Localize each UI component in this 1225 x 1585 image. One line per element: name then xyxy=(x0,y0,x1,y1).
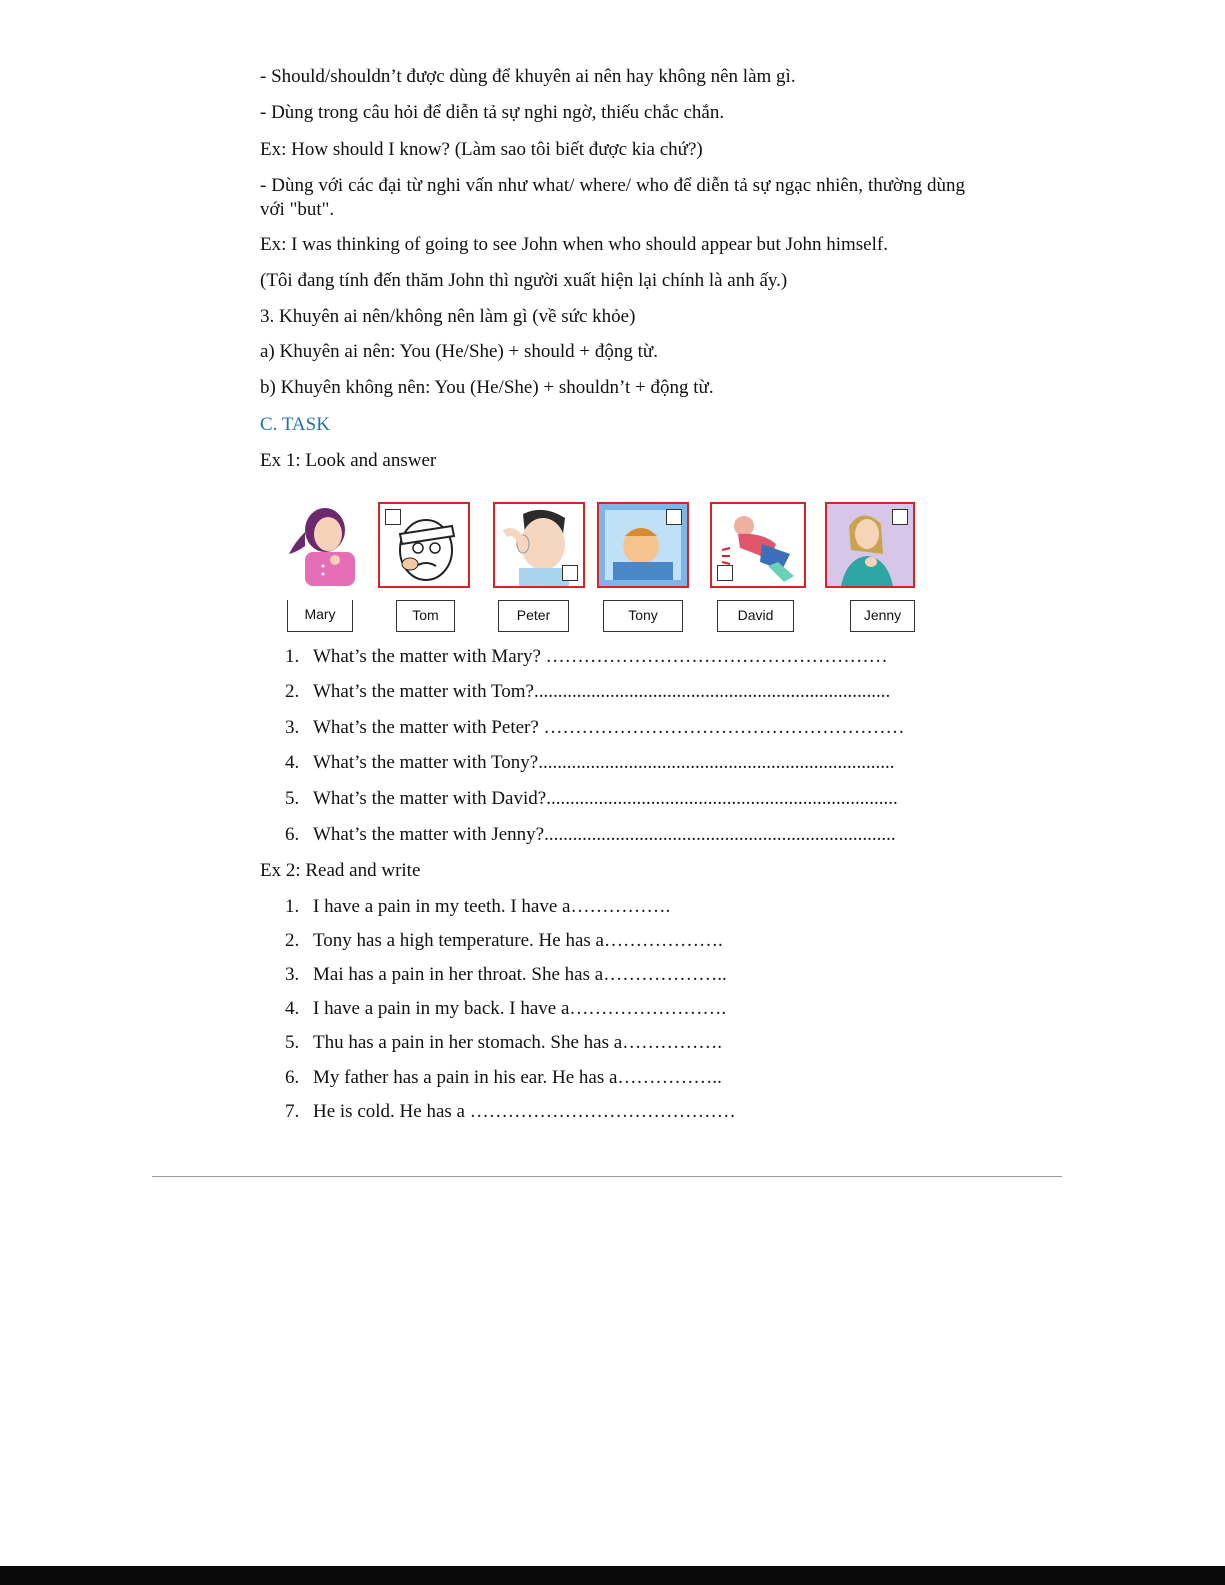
tony-checkbox[interactable] xyxy=(666,509,682,525)
theory-line-4: - Dùng với các đại từ nghi vấn như what/ where/ who để diễn tả sự ngạc nhiên, thường dùng với "but". xyxy=(260,175,965,220)
david-illustration xyxy=(710,502,806,588)
ex1-question xyxy=(285,751,894,775)
page-bottom-edge xyxy=(0,1566,1225,1585)
peter-illustration xyxy=(493,502,585,588)
item-number: 3. xyxy=(285,964,300,985)
question-text: What’s the matter with Tony?........................................................................... xyxy=(313,752,895,773)
page-divider xyxy=(152,1176,1062,1177)
ex2-item xyxy=(285,1066,722,1090)
question-number: 5. xyxy=(285,788,300,809)
theory-line-3: Ex: How should I know? (Làm sao tôi biết được kia chứ?) xyxy=(260,139,703,160)
question-number: 2. xyxy=(285,681,300,702)
task-heading: C. TASK xyxy=(260,414,330,435)
theory-line-1: - Should/shouldn’t được dùng để khuyên ai nên hay không nên làm gì. xyxy=(260,66,796,87)
jenny-checkbox[interactable] xyxy=(892,509,908,525)
item-text: I have a pain in my back. I have a……………………. xyxy=(313,998,727,1019)
item-text: I have a pain in my teeth. I have a……………. xyxy=(313,896,671,917)
name-box-peter: Peter xyxy=(498,600,569,632)
theory-line-8: a) Khuyên ai nên: You (He/She) + should + động từ. xyxy=(260,341,658,362)
item-number: 2. xyxy=(285,930,300,951)
ex2-item xyxy=(285,929,723,953)
question-number: 1. xyxy=(285,646,300,667)
name-box-david: David xyxy=(717,600,794,632)
ex2-item xyxy=(285,963,727,987)
item-text: Thu has a pain in her stomach. She has a……………. xyxy=(313,1032,722,1053)
ex1-question xyxy=(285,680,890,704)
item-number: 5. xyxy=(285,1032,300,1053)
name-box-mary: Mary xyxy=(287,600,353,632)
ex1-question xyxy=(285,716,905,740)
item-text: My father has a pain in his ear. He has a…………….. xyxy=(313,1067,722,1088)
theory-line-2: - Dùng trong câu hỏi để diễn tả sự nghi ngờ, thiếu chắc chắn. xyxy=(260,102,725,123)
ex2-item xyxy=(285,997,726,1021)
question-text: What’s the matter with Peter? ………………………………………………… xyxy=(313,717,905,738)
ex1-question xyxy=(285,823,896,847)
item-number: 1. xyxy=(285,896,300,917)
tom-checkbox[interactable] xyxy=(385,509,401,525)
david-checkbox[interactable] xyxy=(717,565,733,581)
ex2-item xyxy=(285,1100,736,1124)
theory-line-7: 3. Khuyên ai nên/không nên làm gì (về sức khỏe) xyxy=(260,306,636,327)
question-number: 4. xyxy=(285,752,300,773)
ex2-item xyxy=(285,895,670,919)
item-text: He is cold. He has a …………………………………… xyxy=(313,1101,736,1122)
ex1-question xyxy=(285,787,898,811)
item-text: Mai has a pain in her throat. She has a……………….. xyxy=(313,964,727,985)
question-text: What’s the matter with Jenny?.......................................................................... xyxy=(313,824,896,845)
theory-line-6: (Tôi đang tính đến thăm John thì người xuất hiện lại chính là anh ấy.) xyxy=(260,270,788,291)
question-text: What’s the matter with Tom?........................................................................... xyxy=(313,681,891,702)
tony-illustration xyxy=(597,502,689,588)
question-number: 3. xyxy=(285,717,300,738)
tom-illustration xyxy=(378,502,470,588)
jenny-illustration xyxy=(825,502,915,588)
question-text: What’s the matter with David?.......................................................................... xyxy=(313,788,898,809)
name-box-tony: Tony xyxy=(603,600,683,632)
peter-checkbox[interactable] xyxy=(562,565,578,581)
ex1-question xyxy=(285,645,888,669)
question-number: 6. xyxy=(285,824,300,845)
mary-illustration xyxy=(275,502,365,584)
item-number: 7. xyxy=(285,1101,300,1122)
theory-line-5: Ex: I was thinking of going to see John when who should appear but John himself. xyxy=(260,234,888,255)
ex2-item xyxy=(285,1031,722,1055)
item-number: 6. xyxy=(285,1067,300,1088)
item-number: 4. xyxy=(285,998,300,1019)
ex1-title: Ex 1: Look and answer xyxy=(260,450,437,471)
name-box-tom: Tom xyxy=(396,600,455,632)
theory-line-9: b) Khuyên không nên: You (He/She) + shouldn’t + động từ. xyxy=(260,377,714,398)
illustration-row xyxy=(275,502,925,592)
question-text: What’s the matter with Mary? ……………………………………………… xyxy=(313,646,888,667)
ex2-title: Ex 2: Read and write xyxy=(260,860,421,881)
item-text: Tony has a high temperature. He has a………………. xyxy=(313,930,723,951)
name-box-jenny: Jenny xyxy=(850,600,915,632)
